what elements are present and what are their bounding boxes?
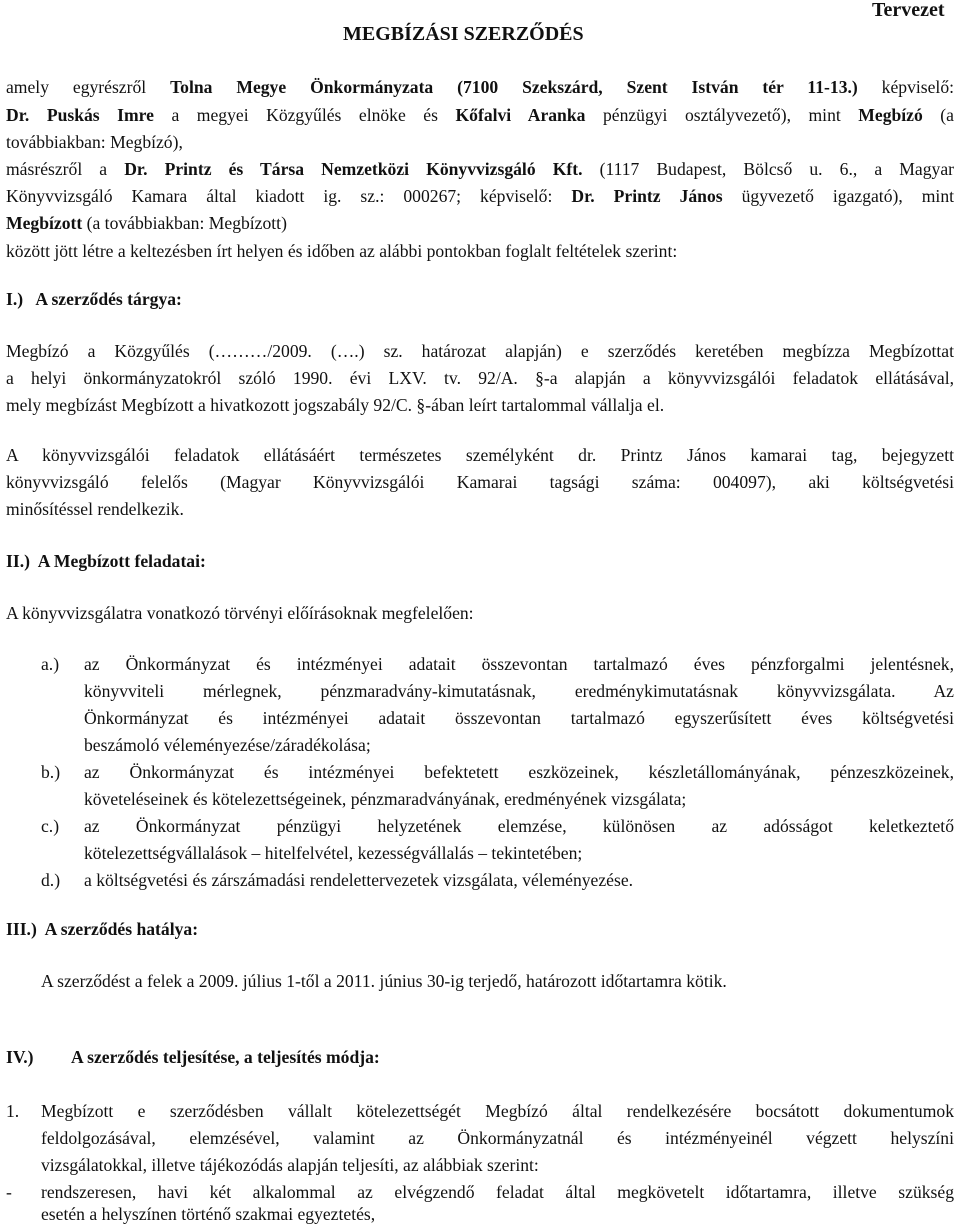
task-a-marker: a.) [41,654,60,674]
section-2-intro: A könyvvizsgálatra vonatkozó törvényi előírásoknak megfelelően: [6,603,474,623]
task-a-line-1: az Önkormányzat és intézményei adatait összevontan tartalmazó éves pénzforgalmi jelentésnek, [84,654,954,674]
draft-label: Tervezet [872,0,945,21]
item-1-line-3: vizsgálatokkal, illetve tájékozódás alapján teljesíti, az alábbiak szerint: [41,1155,539,1175]
dash-marker: - [6,1182,12,1202]
item-1-line-2: feldolgozásával, elemzésével, valamint az Önkormányzatnál és intézményeinél végzett helyszíni [41,1128,954,1148]
section-1-para-1-line-3: mely megbízást Megbízott a hivatkozott jogszabály 92/C. §-ában leírt tartalommal vállalja el. [6,395,665,415]
section-2-heading: II.) A Megbízott feladatai: [6,551,206,571]
section-3-heading: III.) A szerződés hatálya: [6,919,199,939]
section-4-heading-number: IV.) [6,1047,34,1067]
section-1-para-1-line-1: Megbízó a Közgyűlés (………/2009. (….) sz. határozat alapján) e szerződés keretében megbízza Megbízottat [6,341,954,361]
section-1-heading: I.) A szerződés tárgya: [6,289,182,309]
parties-line-6: Megbízott (a továbbiakban: Megbízott) [6,213,287,233]
item-1-line-1: Megbízott e szerződésben vállalt kötelezettségét Megbízó által rendelkezésére bocsátott dokumentumok [41,1101,954,1121]
task-a-line-2: könyvviteli mérlegnek, pénzmaradvány-kimutatásnak, eredménykimutatásnak könyvvizsgálata. Az [84,681,954,701]
dash-item-line-1: rendszeresen, havi két alkalommal az elvégzendő feladat által megkövetelt időtartamra, illetve szükség [41,1182,954,1202]
task-a-line-4: beszámoló véleményezése/záradékolása; [84,735,371,755]
task-b-line-1: az Önkormányzat és intézményei befektetett eszközeinek, készletállományának, pénzeszközeinek, [84,762,954,782]
page-title: MEGBÍZÁSI SZERZŐDÉS [343,23,584,45]
section-1-para-1-line-2: a helyi önkormányzatokról szóló 1990. évi LXV. tv. 92/A. §-a alapján a könyvvizsgálói feladatok ellátásával, [6,368,954,388]
section-4-heading: A szerződés teljesítése, a teljesítés módja: [71,1047,380,1067]
task-d-marker: d.) [41,870,61,890]
parties-line-3: továbbiakban: Megbízó), [6,132,183,152]
task-a-line-3: Önkormányzat és intézményei adatait összevontan tartalmazó egyszerűsített éves költségvetési [84,708,954,728]
task-c-marker: c.) [41,816,60,836]
parties-line-4: másrészről a Dr. Printz és Társa Nemzetközi Könyvvizsgáló Kft. (1117 Budapest, Bölcső u. 6., a Magyar [6,159,954,179]
parties-line-2: Dr. Puskás Imre a megyei Közgyűlés elnöke és Kőfalvi Aranka pénzügyi osztályvezető), mint Megbízó (a [6,105,954,125]
dash-item-line-2: esetén a helyszínen történő szakmai egyeztetés, [41,1204,376,1224]
item-1-marker: 1. [6,1101,20,1121]
task-b-marker: b.) [41,762,61,782]
task-c-line-1: az Önkormányzat pénzügyi helyzetének elemzése, különösen az adósságot keletkeztető [84,816,954,836]
task-d-line-1: a költségvetési és zárszámadási rendelettervezetek vizsgálata, véleményezése. [84,870,634,890]
section-1-para-2-line-3: minősítéssel rendelkezik. [6,499,184,519]
section-1-para-2-line-2: könyvvizsgáló felelős (Magyar Könyvvizsgálói Kamarai tagsági száma: 004097), aki költségvetési [6,472,954,492]
section-1-para-2-line-1: A könyvvizsgálói feladatok ellátásáért természetes személyként dr. Printz János kamarai tag, bejegyzett [6,445,954,465]
task-c-line-2: kötelezettségvállalások – hitelfelvétel, kezességvállalás – tekintetében; [84,843,583,863]
task-b-line-2: követeléseinek és kötelezettségeinek, pénzmaradványának, eredményének vizsgálata; [84,789,687,809]
parties-line-5: Könyvvizsgáló Kamara által kiadott ig. sz.: 000267; képviselő: Dr. Printz János ügyvezető igazgató), mint [6,186,955,206]
section-3-text: A szerződést a felek a 2009. július 1-től a 2011. június 30-ig terjedő, határozott időtartamra kötik. [41,971,727,991]
parties-line-7: között jött létre a keltezésben írt helyen és időben az alábbi pontokban foglalt feltételek szerint: [6,241,678,261]
parties-line-1: amely egyrészről Tolna Megye Önkormányzata (7100 Szekszárd, Szent István tér 11-13.) képviselő: [6,77,954,97]
